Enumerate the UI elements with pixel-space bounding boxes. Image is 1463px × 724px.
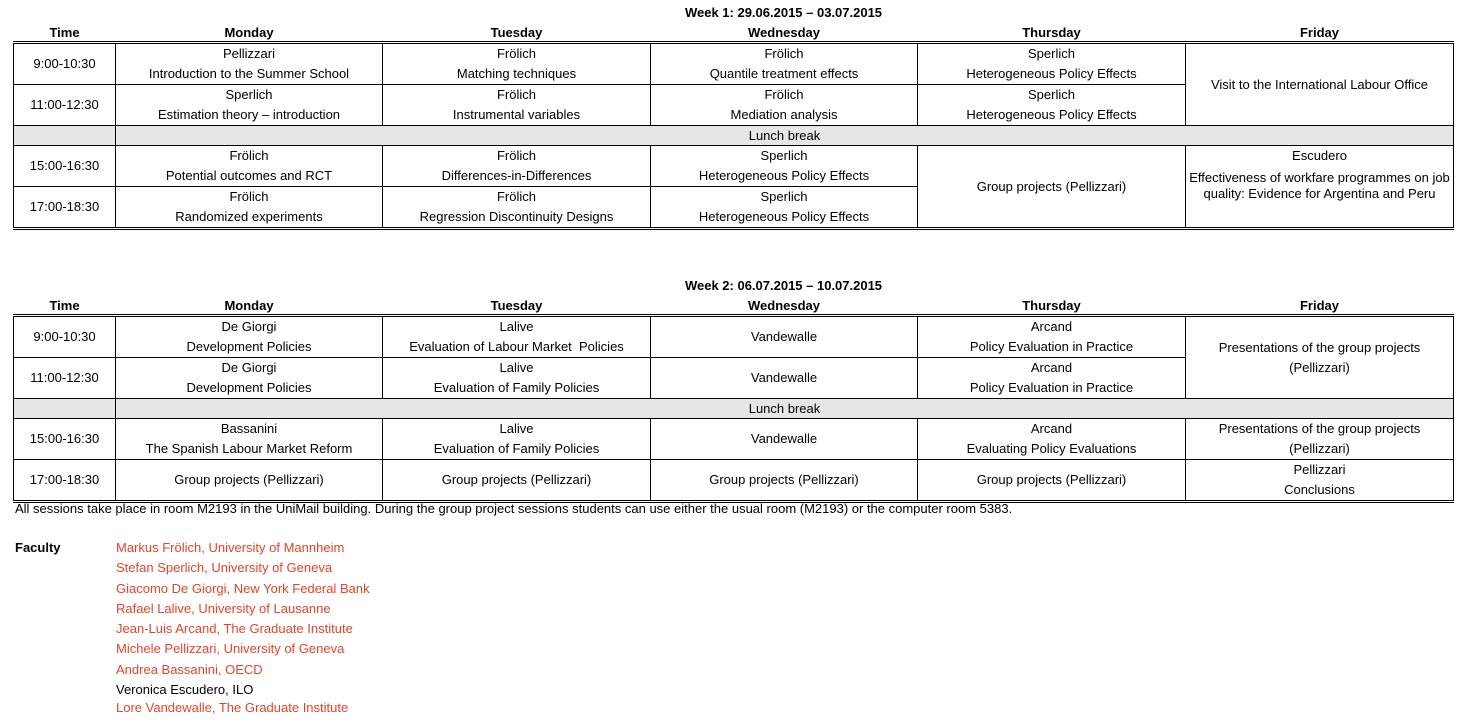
time-cell: 17:00-18:30 bbox=[14, 460, 116, 502]
week1-title: Week 1: 29.06.2015 – 03.07.2015 bbox=[684, 5, 883, 20]
lecturer-name: Arcand bbox=[1030, 360, 1073, 375]
header-thursday: Thursday bbox=[1022, 298, 1081, 313]
session-topic: Evaluation of Labour Market Policies bbox=[409, 339, 624, 354]
lecturer-name: Sperlich bbox=[225, 87, 273, 102]
lecturer-name: Pellizzari bbox=[1293, 462, 1346, 477]
week2-schedule-table bbox=[13, 297, 1454, 503]
session-topic: Potential outcomes and RCT bbox=[165, 168, 333, 183]
session-cell: Group projects (Pellizzari) bbox=[918, 460, 1186, 502]
lecturer-name: Arcand bbox=[1030, 319, 1073, 334]
faculty-link-degiorgi[interactable]: Giacomo De Giorgi, New York Federal Bank bbox=[116, 580, 370, 596]
faculty-label: Faculty bbox=[15, 540, 61, 555]
lunch-break-cell: Lunch break bbox=[116, 126, 1454, 146]
week1-row-slot3 bbox=[14, 146, 1454, 187]
session-cell bbox=[918, 419, 1186, 460]
header-time: Time bbox=[49, 25, 80, 40]
lecturer-name: Frölich bbox=[229, 148, 269, 163]
header-tuesday: Tuesday bbox=[490, 25, 543, 40]
session-topic: Heterogeneous Policy Effects bbox=[698, 209, 870, 224]
week2-row-lunch bbox=[14, 399, 1454, 419]
lunch-break-cell: Lunch break bbox=[116, 399, 1454, 419]
session-topic: Instrumental variables bbox=[452, 107, 581, 122]
lecturer-name: De Giorgi bbox=[221, 319, 277, 334]
session-cell bbox=[383, 85, 651, 126]
session-cell bbox=[383, 187, 651, 229]
session-cell bbox=[383, 316, 651, 358]
lecturer-name: Arcand bbox=[1030, 421, 1073, 436]
session-cell bbox=[383, 43, 651, 85]
session-topic: Differences-in-Differences bbox=[441, 168, 592, 183]
lecturer-name: Lalive bbox=[499, 421, 534, 436]
session-topic: Introduction to the Summer School bbox=[148, 66, 350, 81]
faculty-link-bassanini[interactable]: Andrea Bassanini, OECD bbox=[116, 661, 263, 677]
lecturer-name: Bassanini bbox=[220, 421, 278, 436]
faculty-link-pellizzari[interactable]: Michele Pellizzari, University of Geneva bbox=[116, 641, 345, 657]
session-topic: Mediation analysis bbox=[730, 107, 838, 122]
lecturer-name: Sperlich bbox=[760, 189, 808, 204]
session-cell: Group projects (Pellizzari) bbox=[651, 460, 918, 502]
session-topic: Estimation theory – introduction bbox=[157, 107, 341, 122]
session-topic: Quantile treatment effects bbox=[709, 66, 859, 81]
session-cell bbox=[116, 85, 383, 126]
faculty-link-vandewalle[interactable]: Lore Vandewalle, The Graduate Institute bbox=[116, 700, 349, 716]
session-topic: Randomized experiments bbox=[175, 209, 323, 224]
lecturer-name: Sperlich bbox=[760, 148, 808, 163]
session-cell bbox=[116, 316, 383, 358]
session-cell bbox=[116, 419, 383, 460]
header-monday: Monday bbox=[224, 25, 274, 40]
faculty-list bbox=[116, 540, 370, 720]
session-topic: Policy Evaluation in Practice bbox=[969, 380, 1134, 395]
lecturer-name: Frölich bbox=[496, 46, 536, 61]
lecturer-name: Frölich bbox=[496, 189, 536, 204]
session-topic: Heterogeneous Policy Effects bbox=[966, 66, 1137, 81]
header-friday: Friday bbox=[1299, 25, 1339, 40]
week2-row-slot1 bbox=[14, 316, 1454, 358]
friday-morning-cell: Visit to the International Labour Office bbox=[1186, 43, 1454, 126]
session-topic: Development Policies bbox=[186, 339, 312, 354]
session-cell bbox=[918, 85, 1186, 126]
time-cell: 11:00-12:30 bbox=[14, 358, 116, 399]
header-wednesday: Wednesday bbox=[747, 25, 820, 40]
session-cell: Group projects (Pellizzari) bbox=[383, 460, 651, 502]
session-cell bbox=[651, 43, 918, 85]
session-cell bbox=[651, 187, 918, 229]
lecturer-name: Frölich bbox=[496, 148, 536, 163]
session-topic: Evaluating Policy Evaluations bbox=[966, 441, 1137, 456]
week1-schedule-table bbox=[13, 24, 1454, 230]
lecturer-name: Frölich bbox=[496, 87, 536, 102]
session-cell bbox=[116, 146, 383, 187]
session-cell bbox=[651, 316, 918, 358]
lecturer-name: Sperlich bbox=[1028, 87, 1075, 102]
session-cell: Group projects (Pellizzari) bbox=[116, 460, 383, 502]
lunch-time-cell bbox=[14, 399, 116, 419]
lecturer-name: Vandewalle bbox=[750, 370, 818, 385]
header-monday: Monday bbox=[224, 298, 274, 313]
week2-row-slot3 bbox=[14, 419, 1454, 460]
session-topic: Evaluation of Family Policies bbox=[433, 380, 600, 395]
time-cell: 9:00-10:30 bbox=[14, 316, 116, 358]
lecturer-name: Lalive bbox=[499, 319, 534, 334]
lecturer-name: Frölich bbox=[764, 87, 804, 102]
header-thursday: Thursday bbox=[1022, 25, 1081, 40]
lecturer-name: Vandewalle bbox=[750, 329, 818, 344]
session-topic: Effectiveness of workfare programmes on job quality: Evidence for Argentina and Peru bbox=[1189, 170, 1450, 201]
lecturer-name: Sperlich bbox=[1028, 46, 1075, 61]
lecturer-name: Frölich bbox=[229, 189, 269, 204]
session-topic: Matching techniques bbox=[456, 66, 577, 81]
friday-afternoon-cell bbox=[1186, 146, 1454, 229]
lecturer-name: De Giorgi bbox=[221, 360, 277, 375]
session-cell bbox=[918, 358, 1186, 399]
thursday-afternoon-cell: Group projects (Pellizzari) bbox=[918, 146, 1186, 229]
session-cell bbox=[383, 146, 651, 187]
time-cell: 11:00-12:30 bbox=[14, 85, 116, 126]
room-footnote: All sessions take place in room M2193 in the UniMail building. During the group project sessions students can use either the usual room (M2193) or the computer room 5383. bbox=[15, 501, 1013, 516]
faculty-link-arcand[interactable]: Jean-Luis Arcand, The Graduate Institute bbox=[116, 621, 353, 637]
session-topic: Evaluation of Family Policies bbox=[433, 441, 600, 456]
session-cell bbox=[1186, 460, 1454, 502]
session-topic: Heterogeneous Policy Effects bbox=[966, 107, 1137, 122]
lecturer-name: Frölich bbox=[764, 46, 804, 61]
session-cell bbox=[651, 358, 918, 399]
header-friday: Friday bbox=[1299, 298, 1339, 313]
session-cell bbox=[116, 187, 383, 229]
lecturer-name: Pellizzari bbox=[222, 46, 275, 61]
lecturer-name: Vandewalle bbox=[750, 431, 818, 446]
session-cell bbox=[116, 358, 383, 399]
session-topic: Policy Evaluation in Practice bbox=[969, 339, 1134, 354]
week1-row-slot1 bbox=[14, 43, 1454, 85]
week1-row-lunch bbox=[14, 126, 1454, 146]
header-time: Time bbox=[49, 298, 80, 313]
time-cell: 17:00-18:30 bbox=[14, 187, 116, 229]
faculty-link-lalive[interactable]: Rafael Lalive, University of Lausanne bbox=[116, 600, 331, 616]
lecturer-name: Escudero bbox=[1292, 148, 1347, 163]
session-topic: Regression Discontinuity Designs bbox=[419, 209, 614, 224]
session-cell bbox=[651, 146, 918, 187]
session-cell bbox=[918, 316, 1186, 358]
lunch-time-cell bbox=[14, 126, 116, 146]
session-topic: The Spanish Labour Market Reform bbox=[145, 441, 353, 456]
friday-morning-cell: Presentations of the group projects (Pellizzari) bbox=[1186, 316, 1454, 399]
faculty-link-sperlich[interactable]: Stefan Sperlich, University of Geneva bbox=[116, 560, 333, 576]
faculty-item-escudero: Veronica Escudero, ILO bbox=[116, 682, 254, 698]
session-cell bbox=[918, 43, 1186, 85]
header-wednesday: Wednesday bbox=[747, 298, 820, 313]
time-cell: 15:00-16:30 bbox=[14, 146, 116, 187]
time-cell: 9:00-10:30 bbox=[14, 43, 116, 85]
session-cell bbox=[651, 85, 918, 126]
session-topic: Conclusions bbox=[1284, 482, 1355, 497]
session-cell bbox=[651, 419, 918, 460]
lecturer-name: Lalive bbox=[499, 360, 534, 375]
header-tuesday: Tuesday bbox=[490, 298, 543, 313]
session-cell bbox=[383, 419, 651, 460]
session-cell: Presentations of the group projects (Pellizzari) bbox=[1186, 419, 1454, 460]
week2-title: Week 2: 06.07.2015 – 10.07.2015 bbox=[684, 278, 883, 293]
week2-row-slot4 bbox=[14, 460, 1454, 502]
time-cell: 15:00-16:30 bbox=[14, 419, 116, 460]
session-cell bbox=[383, 358, 651, 399]
session-topic: Heterogeneous Policy Effects bbox=[698, 168, 870, 183]
faculty-link-frolich[interactable]: Markus Frölich, University of Mannheim bbox=[116, 540, 345, 555]
session-cell bbox=[116, 43, 383, 85]
session-topic: Development Policies bbox=[186, 380, 312, 395]
